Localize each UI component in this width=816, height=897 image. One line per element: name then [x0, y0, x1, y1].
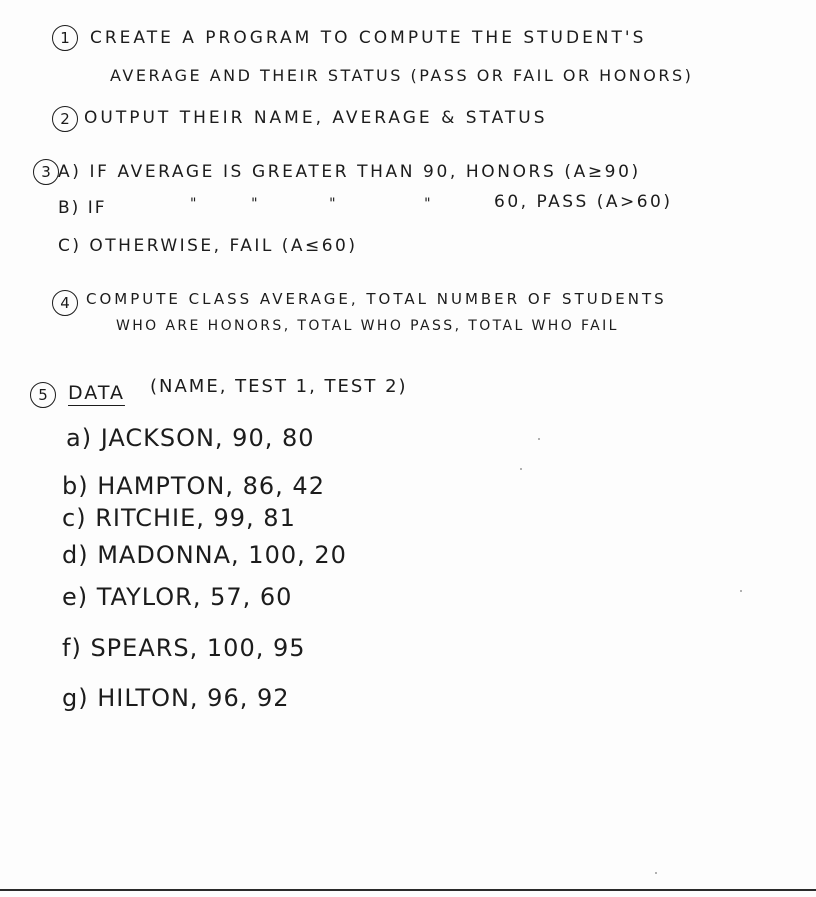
item-3b-ditto: " " " "	[190, 196, 435, 212]
student-list-item: d) MADONNA, 100, 20	[62, 541, 347, 569]
paper-speck	[740, 590, 742, 592]
item-number-4-text: 4	[60, 294, 70, 312]
item-1-line-2: AVERAGE AND THEIR STATUS (PASS OR FAIL OR HONORS)	[110, 66, 694, 85]
item-number-3	[33, 159, 59, 185]
item-number-4	[52, 290, 78, 316]
item-number-2-text: 2	[60, 110, 70, 128]
item-3a: A) IF AVERAGE IS GREATER THAN 90, HONORS (A≥90)	[58, 162, 641, 182]
student-list-item: f) SPEARS, 100, 95	[62, 634, 306, 662]
item-number-5	[30, 382, 56, 408]
data-heading-label: DATA	[68, 382, 125, 404]
item-3b-rest: 60, PASS (A>60)	[494, 192, 673, 212]
item-number-1-text: 1	[60, 29, 70, 47]
paper-speck	[520, 468, 522, 470]
page-bottom-edge	[0, 889, 816, 891]
item-4-line-1: COMPUTE CLASS AVERAGE, TOTAL NUMBER OF STUDENTS	[86, 290, 667, 308]
item-number-1	[52, 25, 78, 51]
student-list-item: a) JACKSON, 90, 80	[66, 424, 315, 452]
student-list-item: g) HILTON, 96, 92	[62, 684, 290, 712]
paper-speck	[538, 438, 540, 440]
student-list-item: e) TAYLOR, 57, 60	[62, 583, 293, 611]
student-list-item: c) RITCHIE, 99, 81	[62, 504, 296, 532]
item-4-line-2: WHO ARE HONORS, TOTAL WHO PASS, TOTAL WHO FAIL	[116, 318, 619, 334]
item-number-5-text: 5	[38, 386, 48, 404]
item-2-line-1: OUTPUT THEIR NAME, AVERAGE & STATUS	[84, 108, 548, 128]
item-3c: C) OTHERWISE, FAIL (A≤60)	[58, 236, 358, 256]
item-3b-prefix: B) IF	[58, 198, 107, 218]
item-1-line-1: CREATE A PROGRAM TO COMPUTE THE STUDENT'S	[90, 28, 647, 48]
item-number-2	[52, 106, 78, 132]
student-list-item: b) HAMPTON, 86, 42	[62, 472, 325, 500]
data-heading-fields: (NAME, TEST 1, TEST 2)	[150, 376, 408, 397]
item-number-3-text: 3	[41, 163, 51, 181]
paper-speck	[655, 872, 657, 874]
